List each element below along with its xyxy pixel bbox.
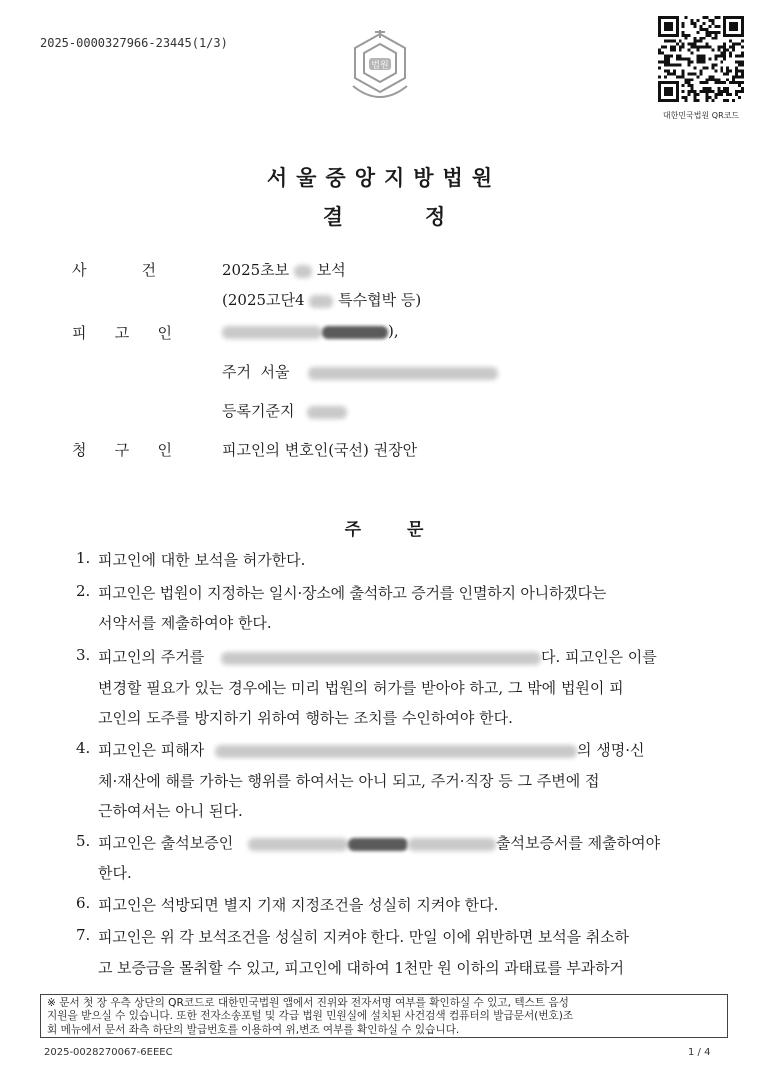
redaction	[322, 326, 388, 339]
order-5-line-2: 한다.	[98, 864, 132, 882]
order-2-number: 2.	[76, 582, 91, 600]
order-3-number: 3.	[76, 646, 91, 664]
defendant-name	[222, 322, 399, 340]
order-7-number: 7.	[76, 926, 91, 944]
document-number: 2025-0000327966-23445(1/3)	[40, 36, 228, 50]
petitioner-label-char: 청	[72, 441, 87, 459]
order-3-line-3: 고인의 도주를 방지하기 위하여 행하는 조치를 수인하여야 한다.	[98, 709, 513, 727]
svg-text:법원: 법원	[371, 61, 389, 71]
defendant-label-char: 피	[72, 324, 87, 342]
redaction	[215, 745, 577, 758]
case-number-text: 2025초보	[222, 261, 290, 279]
defendant-label	[72, 322, 172, 343]
redaction	[309, 295, 333, 308]
order-2-line-2: 서약서를 제출하여야 한다.	[98, 614, 272, 632]
order-5-text-b: 출석보증서를 제출하여야	[495, 834, 661, 852]
defendant-label-char: 인	[157, 324, 172, 342]
document-title	[0, 201, 768, 231]
order-3-text-a: 피고인의 주거를	[98, 648, 205, 666]
order-2-line-1: 피고인은 법원이 지정하는 일시·장소에 출석하고 증거를 인멸하지 아니하겠다는	[98, 584, 607, 602]
defendant-label-char: 고	[114, 324, 130, 342]
order-7-line-1: 피고인은 위 각 보석조건을 성실히 지켜야 한다. 만일 이에 위반하면 보석을 취소하	[98, 928, 629, 946]
petitioner-label	[72, 439, 172, 460]
qr-code-label: 대한민국법원 QR코드	[662, 111, 740, 120]
order-5-text-a: 피고인은 출석보증인	[98, 834, 234, 852]
case-label	[72, 259, 156, 280]
redaction	[222, 326, 322, 339]
order-4-line-2: 체·재산에 해를 가하는 행위를 하여서는 아니 되고, 주거·직장 등 그 주변에 접	[98, 772, 600, 790]
order-heading	[0, 515, 768, 540]
order-6-text: 피고인은 석방되면 별지 기재 지정조건을 성실히 지켜야 한다.	[98, 896, 499, 914]
order-4-line-3: 근하여서는 아니 된다.	[98, 802, 243, 820]
verification-notice	[40, 994, 728, 1038]
order-4-text-a: 피고인은 피해자	[98, 741, 205, 759]
defendant-suffix: ),	[388, 322, 399, 340]
order-1-number: 1.	[76, 549, 91, 567]
redaction	[248, 838, 348, 851]
petitioner-value: 피고인의 변호인(국선) 권장안	[222, 441, 418, 459]
notice-line-1: ※ 문서 첫 장 우측 상단의 QR코드로 대한민국법원 앱에서 진위와 전자서명 여부를 확인하실 수 있고, 텍스트 음성	[47, 997, 569, 1009]
court-emblem-icon	[345, 28, 415, 106]
document-title-right: 정	[425, 204, 446, 229]
qr-code-icon[interactable]	[658, 16, 744, 102]
notice-line-3: 회 메뉴에서 문서 좌측 하단의 발급번호를 이용하여 위,변조 여부를 확인하실 수 있습니다.	[47, 1023, 460, 1036]
redaction	[307, 406, 347, 419]
defendant-address	[222, 361, 498, 382]
order-4-line-1	[98, 739, 644, 760]
redaction	[294, 265, 312, 278]
order-3-line-1	[98, 646, 657, 667]
registry-label: 등록기준지	[222, 402, 295, 420]
order-7-line-2: 고 보증금을 몰취할 수 있고, 피고인에 대하여 1천만 원 이하의 과태료를 부과하거	[98, 959, 624, 977]
petitioner-label-char: 구	[114, 441, 130, 459]
redaction	[308, 367, 498, 380]
order-3-text-b: 다. 피고인은 이를	[540, 648, 657, 666]
related-case-number: (2025고단4	[222, 291, 305, 309]
case-type-text: 보석	[316, 261, 346, 279]
case-label-char: 사	[72, 261, 87, 279]
related-case-charge: 특수협박 등)	[338, 291, 422, 309]
case-number	[222, 259, 346, 280]
notice-line-2: 지원을 받으실 수 있습니다. 또한 전자소송포털 및 각급 법원 민원실에 설치된 사건검색 컴퓨터의 발급문서(번호)조	[47, 1010, 574, 1023]
order-5-line-1	[98, 832, 660, 853]
defendant-registry	[222, 400, 347, 421]
order-4-text-b: 의 생명·신	[576, 741, 645, 759]
order-1-text: 피고인에 대한 보석을 허가한다.	[98, 551, 306, 569]
address-label: 주거 서울	[222, 363, 290, 381]
redaction	[221, 652, 541, 665]
related-case	[222, 289, 421, 310]
order-4-number: 4.	[76, 739, 91, 757]
order-heading-right: 문	[407, 520, 424, 540]
order-5-number: 5.	[76, 832, 91, 850]
order-heading-left: 주	[344, 520, 361, 540]
redaction	[348, 838, 408, 851]
document-title-left: 결	[322, 204, 343, 229]
petitioner-label-char: 인	[157, 441, 172, 459]
page-number: 1 / 4	[688, 1047, 711, 1058]
case-label-char: 건	[141, 261, 156, 279]
court-name: 서울중앙지방법원	[266, 165, 502, 190]
issue-number: 2025-0028270067-6EEEC	[44, 1047, 173, 1058]
redaction	[408, 838, 496, 851]
order-3-line-2: 변경할 필요가 있는 경우에는 미리 법원의 허가를 받아야 하고, 그 밖에 법원이 피	[98, 679, 624, 697]
order-6-number: 6.	[76, 894, 91, 912]
